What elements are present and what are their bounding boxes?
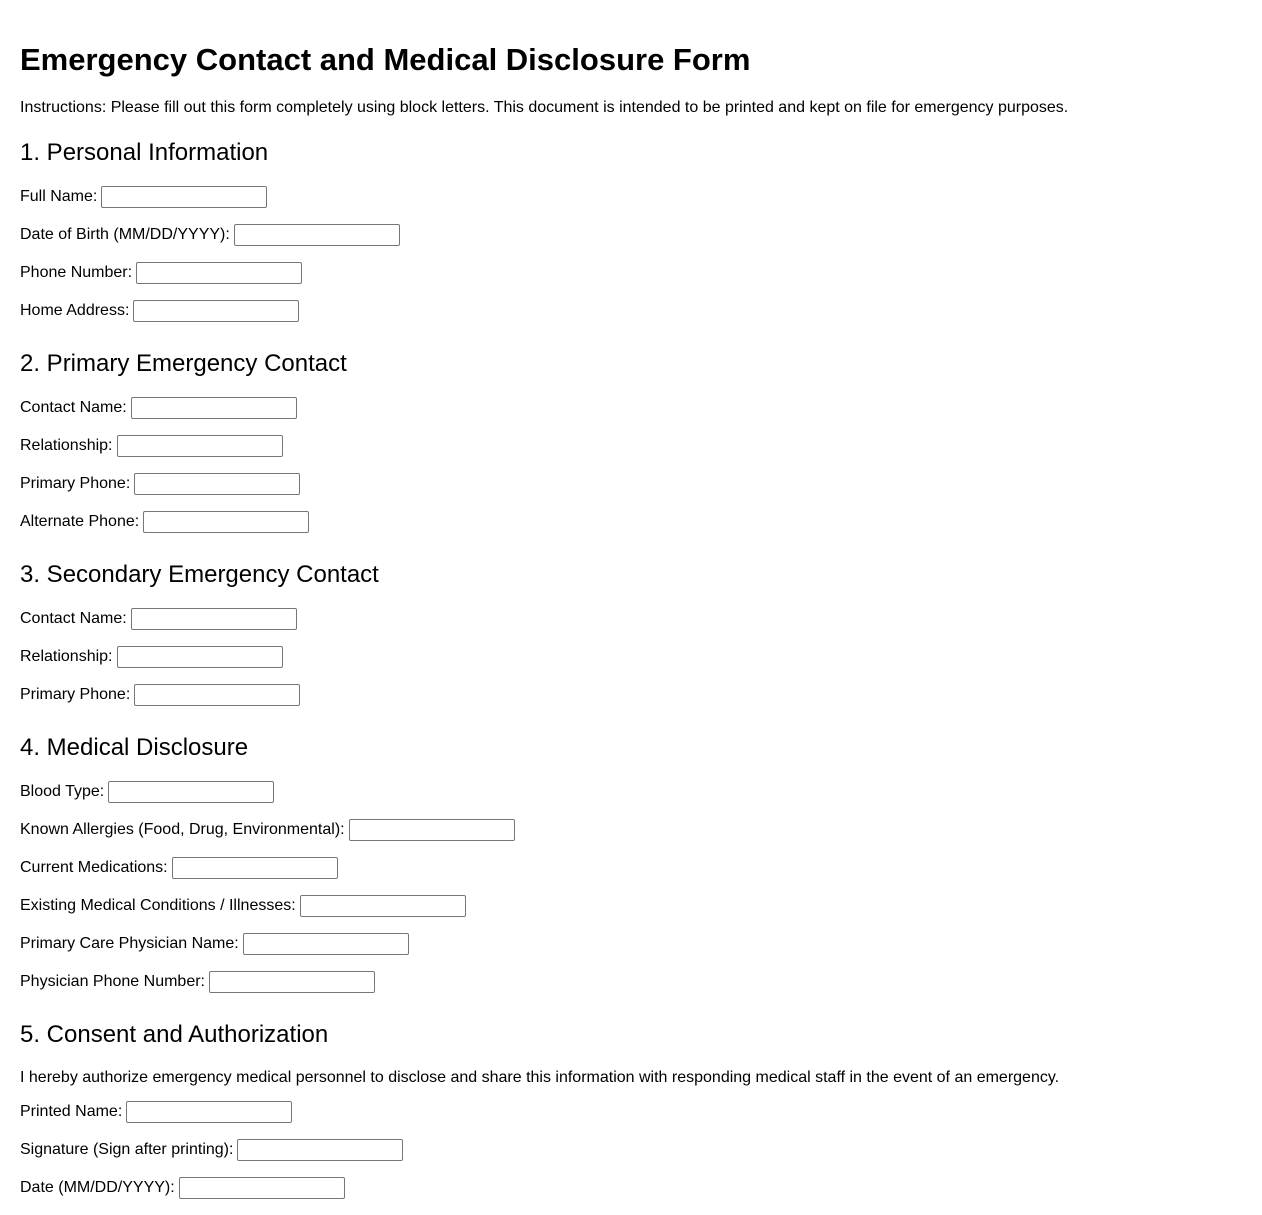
field-signature [20,1131,1242,1169]
field-consent-date [20,1169,1242,1207]
primary-relationship-input[interactable] [117,435,283,457]
field-home-address [20,292,1242,330]
field-printed-name [20,1093,1242,1131]
field-physician-name [20,925,1242,963]
section-secondary-emergency-contact [20,561,1242,714]
full-name-input[interactable] [101,186,267,208]
page-title: Emergency Contact and Medical Disclosure Form [20,42,751,77]
section-primary-emergency-contact [20,350,1242,541]
field-label: Relationship: [20,648,113,665]
field-label: Full Name: [20,188,98,205]
field-current-medications [20,849,1242,887]
section-heading: 5. Consent and Authorization [20,1021,329,1048]
field-label: Printed Name: [20,1103,123,1120]
field-label: Current Medications: [20,859,168,876]
field-existing-conditions [20,887,1242,925]
field-label: Home Address: [20,302,130,319]
field-label: Primary Phone: [20,475,131,492]
field-primary-contact-phone [20,465,1242,503]
section-heading: 4. Medical Disclosure [20,734,249,761]
field-label: Primary Care Physician Name: [20,935,239,952]
field-label: Date of Birth (MM/DD/YYYY): [20,226,230,243]
section-heading: 3. Secondary Emergency Contact [20,561,379,588]
existing-conditions-input[interactable] [300,895,466,917]
consent-date-input[interactable] [179,1177,345,1199]
secondary-contact-phone-input[interactable] [134,684,300,706]
primary-contact-name-input[interactable] [131,397,297,419]
current-medications-input[interactable] [172,857,338,879]
field-physician-phone [20,963,1242,1001]
field-primary-relationship [20,427,1242,465]
field-label: Primary Phone: [20,686,131,703]
field-primary-contact-name [20,389,1242,427]
physician-name-input[interactable] [243,933,409,955]
field-date-of-birth [20,216,1242,254]
section-heading: 2. Primary Emergency Contact [20,350,347,377]
blood-type-input[interactable] [108,781,274,803]
field-full-name [20,178,1242,216]
date-of-birth-input[interactable] [234,224,400,246]
section-medical-disclosure [20,734,1242,1001]
secondary-relationship-input[interactable] [117,646,283,668]
field-label: Contact Name: [20,399,127,416]
home-address-input[interactable] [133,300,299,322]
known-allergies-input[interactable] [349,819,515,841]
field-secondary-contact-name [20,600,1242,638]
field-secondary-relationship [20,638,1242,676]
consent-text: I hereby authorize emergency medical personnel to disclose and share this information with responding medical staff in the event of an emergency. [20,1069,1060,1086]
secondary-contact-name-input[interactable] [131,608,297,630]
field-label: Alternate Phone: [20,513,140,530]
field-label: Signature (Sign after printing): [20,1141,234,1158]
field-blood-type [20,773,1242,811]
physician-phone-input[interactable] [209,971,375,993]
field-label: Relationship: [20,437,113,454]
field-phone-number [20,254,1242,292]
phone-number-input[interactable] [136,262,302,284]
field-known-allergies [20,811,1242,849]
field-label: Date (MM/DD/YYYY): [20,1179,175,1196]
field-label: Known Allergies (Food, Drug, Environmental): [20,821,345,838]
section-consent-authorization [20,1021,1242,1207]
section-heading: 1. Personal Information [20,139,269,166]
field-label: Phone Number: [20,264,133,281]
field-label: Blood Type: [20,783,105,800]
instructions-text: Instructions: Please fill out this form completely using block letters. This document is intended to be printed and kept on file for emergency purposes. [20,99,1069,116]
section-personal-information [20,139,1242,330]
field-secondary-contact-phone [20,676,1242,714]
field-label: Contact Name: [20,610,127,627]
field-label: Existing Medical Conditions / Illnesses: [20,897,296,914]
alternate-phone-input[interactable] [143,511,309,533]
field-alternate-phone [20,503,1242,541]
signature-input[interactable] [237,1139,403,1161]
primary-contact-phone-input[interactable] [134,473,300,495]
field-label: Physician Phone Number: [20,973,205,990]
printed-name-input[interactable] [126,1101,292,1123]
